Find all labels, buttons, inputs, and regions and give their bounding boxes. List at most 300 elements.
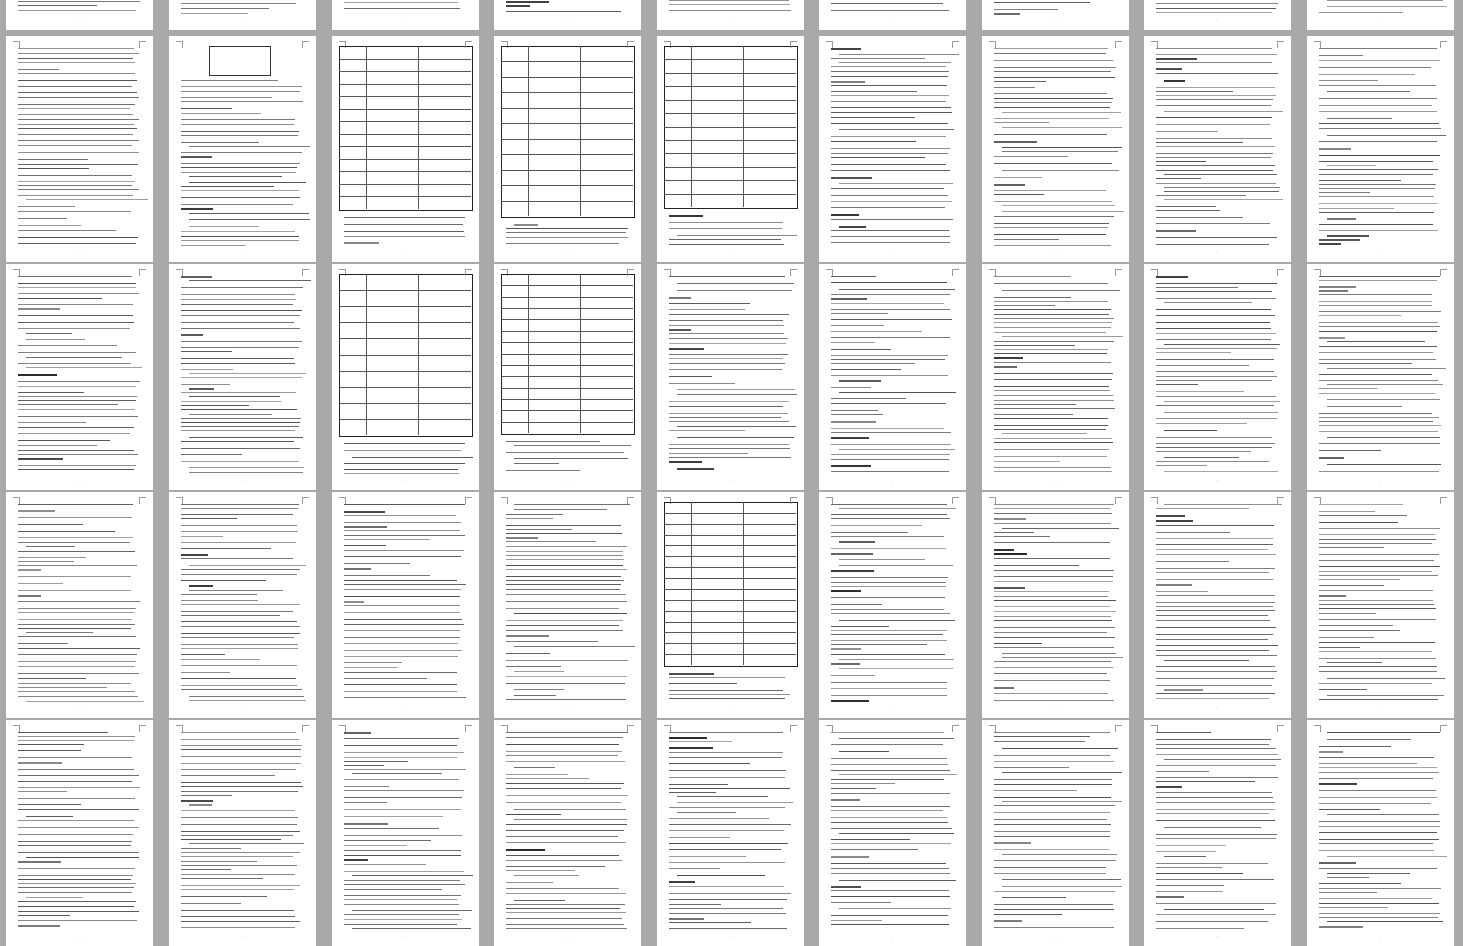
text-line bbox=[1319, 888, 1441, 889]
text-line bbox=[994, 390, 1110, 391]
text-line bbox=[1156, 58, 1197, 60]
text-line bbox=[18, 427, 134, 428]
text-line bbox=[1319, 203, 1437, 204]
text-line bbox=[1002, 897, 1066, 898]
text-line bbox=[669, 358, 783, 359]
text-line bbox=[506, 594, 626, 595]
text-line bbox=[344, 732, 371, 734]
text-line bbox=[1319, 425, 1441, 426]
page-thumbnail[interactable] bbox=[819, 720, 966, 946]
text-line bbox=[181, 865, 297, 866]
text-line bbox=[831, 654, 945, 655]
text-line bbox=[669, 856, 746, 857]
text-line bbox=[1319, 188, 1435, 189]
text-line bbox=[181, 574, 297, 575]
text-line bbox=[1156, 87, 1275, 88]
text-line bbox=[831, 236, 950, 237]
text-line bbox=[344, 662, 402, 663]
text-line bbox=[1156, 595, 1275, 596]
text-line bbox=[994, 93, 1107, 94]
page-footer-mark: - - bbox=[403, 706, 408, 710]
page-thumbnail[interactable] bbox=[982, 264, 1129, 490]
text-line bbox=[181, 800, 213, 802]
text-line bbox=[181, 245, 245, 246]
text-line bbox=[669, 908, 783, 909]
text-line bbox=[994, 553, 1027, 555]
text-line bbox=[18, 762, 62, 764]
page-footer-mark: - - bbox=[728, 478, 733, 482]
text-line bbox=[181, 817, 298, 818]
text-line bbox=[994, 201, 1112, 202]
text-line bbox=[1319, 208, 1394, 209]
text-line bbox=[1156, 443, 1275, 444]
text-line bbox=[344, 619, 462, 620]
table-rule bbox=[339, 146, 471, 147]
text-line bbox=[181, 626, 300, 627]
text-line bbox=[18, 230, 116, 231]
text-line bbox=[831, 313, 888, 314]
text-line bbox=[994, 927, 1114, 928]
text-line bbox=[994, 429, 1106, 430]
text-line bbox=[831, 758, 947, 759]
text-line bbox=[344, 871, 464, 872]
text-line bbox=[18, 92, 137, 93]
text-line bbox=[1156, 276, 1188, 278]
page-thumbnail[interactable] bbox=[6, 492, 153, 718]
text-line bbox=[506, 537, 538, 539]
text-line bbox=[506, 855, 619, 856]
text-line bbox=[1319, 301, 1432, 302]
text-line bbox=[994, 741, 1085, 742]
text-line bbox=[18, 128, 137, 129]
text-line bbox=[677, 389, 795, 390]
text-line bbox=[1002, 748, 1118, 749]
text-line bbox=[1327, 464, 1441, 465]
page-thumbnail[interactable] bbox=[169, 720, 316, 946]
text-line bbox=[1156, 178, 1201, 179]
text-line bbox=[506, 565, 623, 566]
text-line bbox=[1156, 117, 1272, 118]
page-thumbnail[interactable] bbox=[6, 720, 153, 946]
page-thumbnail[interactable] bbox=[6, 0, 153, 30]
text-line bbox=[506, 237, 628, 238]
page-thumbnail[interactable] bbox=[494, 0, 641, 30]
text-line bbox=[181, 119, 295, 120]
text-line bbox=[669, 698, 785, 699]
page-footer-mark: - - bbox=[565, 18, 570, 22]
text-line bbox=[1156, 237, 1277, 238]
text-line bbox=[1319, 571, 1432, 572]
text-line bbox=[677, 468, 714, 470]
text-line bbox=[26, 339, 85, 340]
page-thumbnail[interactable] bbox=[819, 264, 966, 490]
text-line bbox=[344, 816, 443, 817]
text-line bbox=[994, 194, 1044, 195]
text-line bbox=[669, 868, 720, 869]
text-line bbox=[18, 636, 136, 637]
text-line bbox=[1156, 244, 1269, 245]
text-line bbox=[1319, 547, 1384, 548]
text-line bbox=[344, 580, 457, 581]
page-table bbox=[339, 274, 473, 437]
page-thumbnail[interactable] bbox=[1144, 492, 1291, 718]
text-line bbox=[18, 883, 136, 884]
page-thumbnail[interactable] bbox=[1144, 264, 1291, 490]
text-line bbox=[994, 87, 1035, 88]
table-rule bbox=[664, 556, 796, 557]
text-line bbox=[344, 828, 439, 829]
text-line bbox=[18, 145, 132, 146]
page-thumbnail[interactable] bbox=[982, 720, 1129, 946]
text-line bbox=[1319, 647, 1360, 648]
text-line bbox=[506, 924, 624, 925]
text-line bbox=[344, 601, 364, 603]
text-line bbox=[181, 791, 298, 792]
text-line bbox=[18, 283, 136, 284]
text-line bbox=[18, 152, 139, 153]
text-line bbox=[1319, 590, 1433, 591]
page-thumbnail[interactable] bbox=[1307, 36, 1454, 262]
text-line bbox=[669, 215, 703, 217]
text-line bbox=[18, 454, 138, 455]
text-line bbox=[994, 467, 1111, 468]
text-line bbox=[344, 769, 466, 770]
table-rule bbox=[743, 46, 744, 207]
page-thumbnail[interactable] bbox=[982, 36, 1129, 262]
text-line bbox=[994, 362, 1111, 363]
text-line bbox=[1156, 157, 1271, 158]
text-line bbox=[1319, 528, 1440, 529]
page-thumbnail[interactable] bbox=[657, 36, 804, 262]
text-line bbox=[669, 677, 785, 678]
page-thumbnail[interactable] bbox=[494, 492, 641, 718]
text-line bbox=[1319, 898, 1432, 899]
text-line bbox=[26, 632, 93, 633]
page-thumbnail[interactable] bbox=[657, 720, 804, 946]
table-rule bbox=[664, 153, 796, 154]
text-line bbox=[506, 676, 627, 677]
text-line bbox=[1319, 243, 1341, 245]
text-line bbox=[669, 792, 716, 793]
table-rule bbox=[664, 545, 796, 546]
text-line bbox=[669, 228, 782, 229]
text-line bbox=[831, 141, 916, 142]
page-footer-mark: - - bbox=[77, 18, 82, 22]
text-line bbox=[181, 839, 281, 840]
text-line bbox=[181, 763, 301, 764]
text-line bbox=[1156, 867, 1222, 868]
text-line bbox=[669, 737, 707, 739]
text-line bbox=[181, 131, 299, 132]
text-line bbox=[994, 761, 1114, 762]
text-line bbox=[344, 637, 460, 638]
text-line bbox=[181, 240, 299, 241]
text-line bbox=[1319, 511, 1375, 512]
text-line bbox=[344, 757, 457, 758]
text-line bbox=[344, 224, 463, 225]
text-line bbox=[344, 511, 385, 513]
text-line bbox=[669, 401, 789, 402]
text-line bbox=[181, 739, 299, 740]
text-line bbox=[1319, 642, 1435, 643]
page-thumbnail[interactable] bbox=[1144, 0, 1291, 30]
page-thumbnail[interactable] bbox=[1307, 492, 1454, 718]
text-line bbox=[18, 920, 137, 921]
text-line bbox=[189, 414, 272, 415]
table-rule bbox=[501, 92, 633, 93]
text-line bbox=[344, 850, 461, 851]
text-line bbox=[18, 195, 133, 196]
text-line bbox=[18, 915, 70, 916]
page-footer-mark: - - bbox=[1215, 18, 1220, 22]
text-line bbox=[344, 884, 465, 885]
page-thumbnail[interactable] bbox=[1307, 0, 1454, 30]
text-line bbox=[839, 380, 881, 382]
table-rule bbox=[664, 140, 796, 141]
text-line bbox=[18, 683, 131, 684]
page-thumbnail[interactable] bbox=[332, 264, 479, 490]
text-line bbox=[669, 457, 791, 458]
text-line bbox=[18, 352, 136, 353]
text-line bbox=[994, 824, 1111, 825]
text-line bbox=[994, 831, 1110, 832]
text-line bbox=[831, 91, 917, 92]
text-line bbox=[189, 219, 310, 220]
text-line bbox=[18, 696, 138, 697]
text-line bbox=[1319, 843, 1433, 844]
text-line bbox=[1327, 91, 1410, 92]
text-line bbox=[677, 437, 794, 438]
text-line bbox=[189, 437, 303, 438]
page-thumbnail[interactable] bbox=[657, 492, 804, 718]
text-line bbox=[1319, 305, 1432, 306]
text-line bbox=[1156, 921, 1268, 922]
text-line bbox=[1156, 739, 1271, 740]
table-rule bbox=[664, 622, 796, 623]
page-thumbnail[interactable] bbox=[332, 36, 479, 262]
text-line bbox=[18, 820, 134, 821]
text-line bbox=[831, 349, 891, 350]
page-thumbnail[interactable] bbox=[332, 492, 479, 718]
page-thumbnail[interactable] bbox=[494, 264, 641, 490]
text-line bbox=[181, 231, 295, 232]
text-line bbox=[18, 569, 41, 571]
text-line bbox=[994, 395, 1113, 396]
page-thumbnail[interactable] bbox=[819, 492, 966, 718]
text-line bbox=[506, 802, 621, 803]
text-line bbox=[18, 590, 131, 591]
page-thumbnail[interactable] bbox=[1144, 720, 1291, 946]
text-line bbox=[26, 333, 72, 334]
text-line bbox=[18, 97, 139, 98]
text-line bbox=[1327, 135, 1446, 136]
text-line bbox=[344, 242, 379, 244]
text-line bbox=[1164, 827, 1261, 828]
text-line bbox=[344, 624, 464, 625]
text-line bbox=[831, 675, 875, 676]
text-line bbox=[831, 924, 949, 925]
text-line bbox=[18, 619, 132, 620]
text-line bbox=[1327, 0, 1443, 1]
text-line bbox=[18, 861, 61, 863]
text-line bbox=[506, 529, 572, 530]
text-line bbox=[344, 630, 460, 631]
text-line bbox=[344, 515, 456, 516]
text-line bbox=[506, 441, 600, 442]
text-line bbox=[181, 749, 301, 750]
text-line bbox=[1156, 62, 1272, 63]
page-thumbnail[interactable] bbox=[332, 720, 479, 946]
text-line bbox=[831, 902, 891, 903]
text-line bbox=[181, 856, 293, 857]
text-line bbox=[1156, 606, 1273, 607]
text-line bbox=[344, 765, 384, 766]
text-line bbox=[669, 309, 745, 310]
text-line bbox=[181, 775, 275, 776]
text-line bbox=[994, 414, 1073, 415]
page-thumbnail[interactable] bbox=[657, 264, 804, 490]
text-line bbox=[18, 875, 133, 876]
page-thumbnail[interactable] bbox=[982, 0, 1129, 30]
text-line bbox=[181, 347, 299, 348]
page-thumbnail[interactable] bbox=[6, 36, 153, 262]
text-line bbox=[181, 756, 301, 757]
text-line bbox=[26, 897, 83, 898]
text-line bbox=[1156, 8, 1276, 9]
text-line bbox=[994, 606, 1110, 607]
text-line bbox=[1164, 660, 1249, 661]
text-line bbox=[994, 408, 1115, 409]
text-line bbox=[1156, 572, 1269, 573]
page-thumbnail[interactable] bbox=[332, 0, 479, 30]
text-line bbox=[831, 586, 946, 587]
page-thumbnail[interactable] bbox=[1307, 264, 1454, 490]
page-thumbnail[interactable] bbox=[819, 36, 966, 262]
text-line bbox=[1319, 239, 1360, 241]
table-rule bbox=[339, 419, 471, 420]
text-line bbox=[181, 426, 299, 427]
text-line bbox=[1156, 639, 1268, 640]
text-line bbox=[994, 471, 1112, 472]
text-line bbox=[994, 755, 1110, 756]
text-line bbox=[189, 843, 304, 844]
text-line bbox=[831, 95, 949, 96]
page-thumbnail[interactable] bbox=[6, 264, 153, 490]
table-rule bbox=[501, 388, 633, 389]
text-line bbox=[994, 156, 1068, 157]
table-rule bbox=[664, 567, 796, 568]
page-footer-mark: - - bbox=[77, 478, 82, 482]
text-line bbox=[1319, 315, 1401, 316]
text-line bbox=[181, 358, 294, 359]
page-thumbnail[interactable] bbox=[1307, 720, 1454, 946]
table-rule bbox=[664, 167, 796, 168]
text-line bbox=[506, 576, 621, 577]
page-thumbnail[interactable] bbox=[169, 36, 316, 262]
text-line bbox=[344, 855, 461, 856]
text-line bbox=[181, 299, 296, 300]
text-line bbox=[344, 643, 458, 644]
text-line bbox=[831, 640, 947, 641]
text-line bbox=[1319, 821, 1440, 822]
text-line bbox=[831, 525, 922, 526]
text-line bbox=[669, 747, 713, 749]
text-line bbox=[677, 235, 797, 236]
text-line bbox=[1319, 174, 1433, 175]
text-line bbox=[18, 168, 89, 169]
text-line bbox=[1327, 399, 1440, 400]
text-line bbox=[181, 786, 303, 787]
text-line bbox=[831, 454, 950, 455]
text-line bbox=[181, 921, 300, 922]
page-thumbnail[interactable] bbox=[982, 492, 1129, 718]
text-line bbox=[669, 862, 785, 863]
text-line bbox=[1156, 666, 1275, 667]
text-line bbox=[344, 697, 466, 698]
text-line bbox=[181, 204, 293, 205]
text-line bbox=[831, 630, 947, 631]
text-line bbox=[1327, 165, 1376, 166]
text-line bbox=[344, 672, 457, 673]
text-line bbox=[181, 689, 302, 690]
text-line bbox=[994, 314, 1109, 315]
text-line bbox=[1319, 790, 1436, 791]
text-line bbox=[514, 695, 556, 696]
page-thumbnail[interactable] bbox=[169, 264, 316, 490]
page-thumbnail[interactable] bbox=[169, 492, 316, 718]
text-line bbox=[1319, 554, 1439, 555]
page-thumbnail[interactable] bbox=[494, 720, 641, 946]
text-line bbox=[1319, 311, 1441, 312]
text-line bbox=[669, 922, 751, 923]
text-line bbox=[994, 616, 1111, 617]
page-thumbnail[interactable] bbox=[1144, 36, 1291, 262]
page-thumbnail[interactable] bbox=[169, 0, 316, 30]
text-line bbox=[181, 294, 295, 295]
text-line bbox=[344, 530, 460, 531]
text-line bbox=[18, 757, 132, 758]
text-line bbox=[1156, 73, 1278, 74]
text-line bbox=[1156, 376, 1277, 377]
text-line bbox=[1156, 538, 1273, 539]
text-line bbox=[18, 691, 135, 692]
text-line bbox=[181, 461, 299, 462]
text-line bbox=[1156, 568, 1275, 569]
text-line bbox=[18, 834, 133, 835]
text-line bbox=[18, 769, 134, 770]
text-line bbox=[18, 732, 108, 733]
page-footer-mark: - - bbox=[1053, 934, 1058, 938]
page-thumbnail[interactable] bbox=[819, 0, 966, 30]
text-line bbox=[344, 656, 458, 657]
page-thumbnail[interactable] bbox=[657, 0, 804, 30]
text-line bbox=[1156, 298, 1276, 299]
text-line bbox=[994, 591, 1109, 592]
text-line bbox=[1319, 48, 1437, 49]
text-line bbox=[669, 899, 787, 900]
text-line bbox=[994, 860, 1116, 861]
text-line bbox=[1156, 183, 1276, 184]
table-rule bbox=[743, 502, 744, 665]
text-line bbox=[1156, 655, 1277, 656]
text-line bbox=[831, 886, 861, 888]
page-thumbnail[interactable] bbox=[494, 36, 641, 262]
table-rule bbox=[501, 308, 633, 309]
page-footer-mark: - - bbox=[728, 250, 733, 254]
text-line bbox=[839, 559, 925, 560]
text-line bbox=[669, 444, 789, 445]
text-line bbox=[831, 432, 951, 433]
